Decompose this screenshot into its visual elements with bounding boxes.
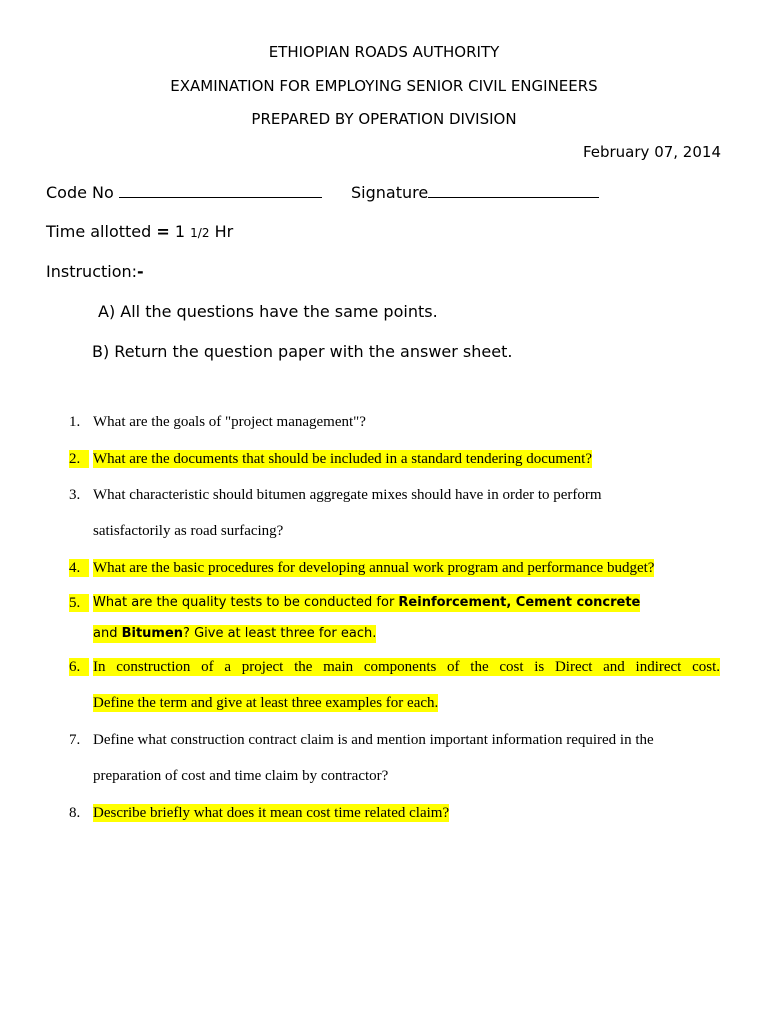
question-number: 7. xyxy=(69,732,81,748)
question-number: 3. xyxy=(69,487,81,503)
question-text-line-2: satisfactorily as road surfacing? xyxy=(93,523,284,539)
time-unit: Hr xyxy=(214,222,234,241)
time-allotted xyxy=(46,222,233,243)
question-text-line-2: preparation of cost and time claim by contractor? xyxy=(93,768,389,784)
question-5-part-3: ? Give at least three for each. xyxy=(183,626,377,641)
instruction-a: A) All the questions have the same points. xyxy=(98,302,438,321)
question-5-part-2: and xyxy=(93,626,122,641)
instruction-heading xyxy=(46,262,144,282)
question-number: 6. xyxy=(69,658,89,676)
question-text-line-2: Define the term and give at least three examples for each. xyxy=(93,695,439,711)
question-text: What are the goals of "project management"? xyxy=(93,414,366,430)
signature-label: Signature xyxy=(351,183,429,202)
question-text: Describe briefly what does it mean cost time related claim? xyxy=(93,805,450,821)
question-5-part-1: What are the quality tests to be conducted for xyxy=(93,595,399,610)
signature-blank xyxy=(428,183,599,198)
time-whole: 1 xyxy=(174,222,186,241)
code-no-label: Code No xyxy=(46,183,114,202)
question-text-line-1: What characteristic should bitumen aggregate mixes should have in order to perform xyxy=(93,487,602,503)
question-number: 2. xyxy=(69,450,89,468)
question-text-line-2 xyxy=(93,625,376,643)
question-text: What are the basic procedures for developing annual work program and performance budget? xyxy=(93,560,655,576)
code-no-field xyxy=(46,183,322,203)
exam-title: EXAMINATION FOR EMPLOYING SENIOR CIVIL ENGINEERS xyxy=(170,77,598,95)
prepared-by: PREPARED BY OPERATION DIVISION xyxy=(251,110,517,128)
question-5-bold-1: Reinforcement, Cement concrete xyxy=(398,595,641,610)
time-fraction: 1/2 xyxy=(190,226,210,240)
instruction-dash: - xyxy=(137,262,144,281)
time-equals: = xyxy=(156,222,170,241)
question-text-line-1: In construction of a project the main components of the cost is Direct and indirect cost. xyxy=(93,659,720,675)
signature-field xyxy=(351,183,599,203)
question-5-bold-2: Bitumen xyxy=(121,626,184,641)
question-number: 4. xyxy=(69,559,89,577)
instruction-b: B) Return the question paper with the answer sheet. xyxy=(92,342,513,361)
exam-date: February 07, 2014 xyxy=(582,143,721,161)
org-title: ETHIOPIAN ROADS AUTHORITY xyxy=(268,43,500,61)
question-number: 8. xyxy=(69,805,81,821)
question-number: 1. xyxy=(69,414,81,430)
instruction-label: Instruction: xyxy=(46,262,138,281)
time-label: Time allotted xyxy=(46,222,152,241)
question-text: What are the documents that should be included in a standard tendering document? xyxy=(93,451,593,467)
question-number: 5. xyxy=(69,594,89,612)
question-text-line-1 xyxy=(93,594,640,612)
code-no-blank xyxy=(119,183,322,198)
question-text-line-1: Define what construction contract claim is and mention important information required in the xyxy=(93,732,654,748)
